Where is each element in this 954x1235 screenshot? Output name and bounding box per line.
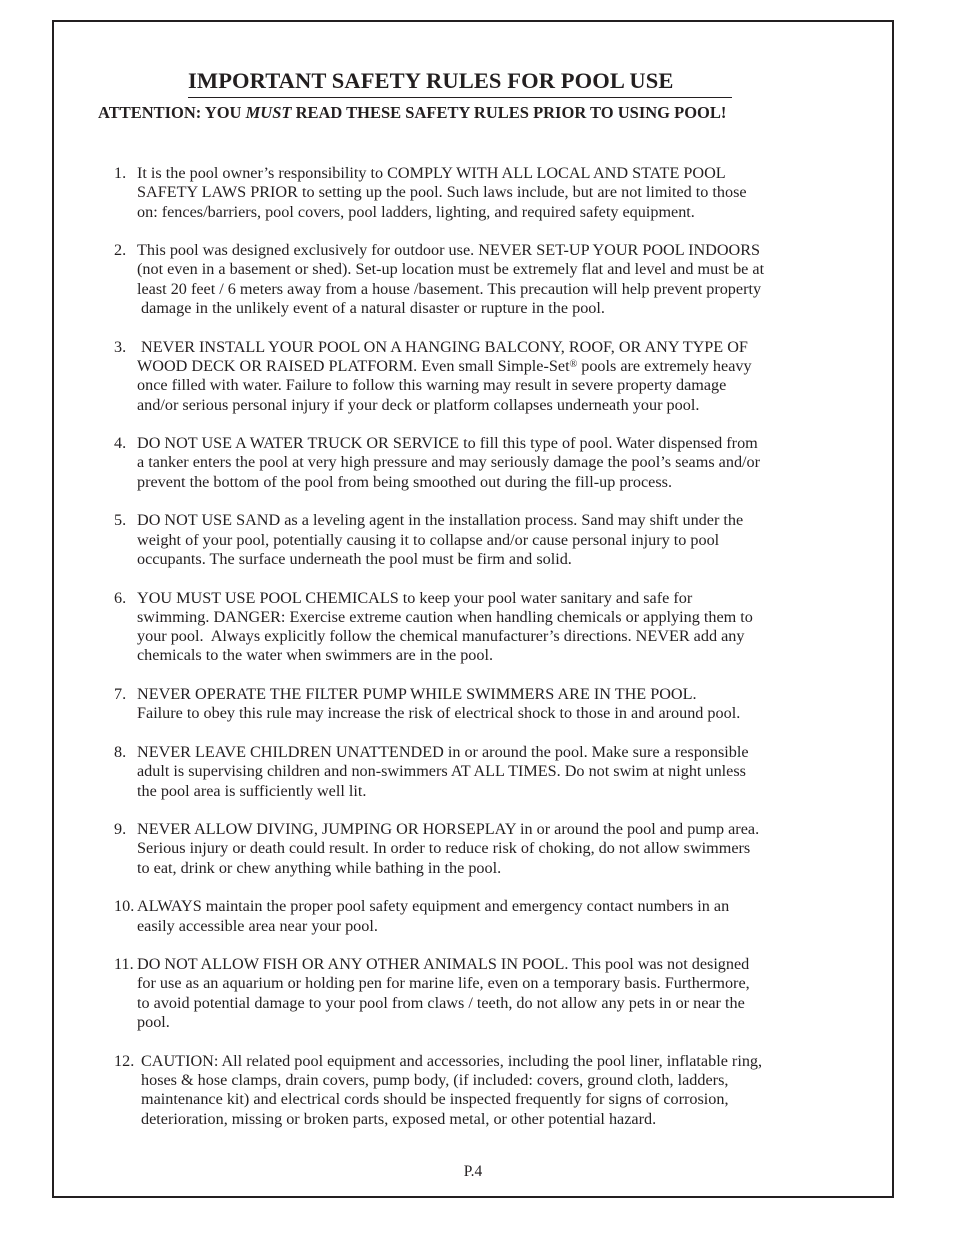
rule-number: 3. — [114, 337, 127, 356]
rule-item-12 — [114, 1052, 844, 1129]
rule-line: DO NOT USE SAND as a leveling agent in the installation process. Sand may shift under the — [137, 511, 744, 530]
rule-line: DO NOT ALLOW FISH OR ANY OTHER ANIMALS IN POOL. This pool was not designed — [137, 955, 750, 974]
rule-number: 10. — [114, 897, 135, 916]
registered-mark: ® — [569, 358, 578, 370]
rule-number: 7. — [114, 685, 127, 704]
rule-number: 2. — [114, 241, 127, 260]
rule-line: the pool area is sufficiently well lit. — [137, 781, 367, 800]
rule-line: chemicals to the water when swimmers are in the pool. — [137, 646, 494, 665]
rule-number: 12. — [114, 1051, 135, 1070]
rule-line: It is the pool owner’s responsibility to COMPLY WITH ALL LOCAL AND STATE POOL — [137, 164, 726, 182]
rule-item-6 — [114, 589, 844, 666]
rule-item-9 — [114, 820, 844, 878]
rule-line: a tanker enters the pool at very high pressure and may seriously damage the pool’s seams and/or — [137, 453, 761, 472]
safety-rules-list — [114, 164, 844, 1148]
rule-line: NEVER ALLOW DIVING, JUMPING OR HORSEPLAY in or around the pool and pump area. — [137, 820, 760, 839]
rule-number: 9. — [114, 820, 127, 839]
attention-suffix: READ THESE SAFETY RULES PRIOR TO USING POOL! — [291, 103, 727, 122]
rule-line: weight of your pool, potentially causing it to collapse and/or cause personal injury to pool — [137, 530, 720, 549]
rule-text — [137, 434, 844, 492]
rule-line-part: WOOD DECK OR RAISED PLATFORM. Even small Simple-Set — [137, 356, 570, 375]
attention-emphasis: MUST — [245, 103, 292, 122]
rule-line: to avoid potential damage to your pool from claws / teeth, do not allow any pets in or near the — [137, 993, 745, 1012]
rule-line: and/or serious personal injury if your deck or platform collapses underneath your pool. — [137, 395, 700, 414]
rule-line: hoses & hose clamps, drain covers, pump body, (if included: covers, ground cloth, ladders, — [141, 1070, 729, 1089]
rule-text — [141, 1052, 844, 1129]
rule-line: (not even in a basement or shed). Set-up location must be extremely flat and level and must be at — [137, 260, 765, 279]
attention-prefix: ATTENTION: YOU — [98, 103, 246, 122]
rule-line: for use as an aquarium or holding pen for marine life, even on a temporary basis. Furthermore, — [137, 974, 750, 993]
rule-line: SAFETY LAWS PRIOR to setting up the pool. Such laws include, but are not limited to those — [137, 183, 747, 202]
rule-item-10 — [114, 897, 844, 936]
title-underline — [188, 97, 732, 98]
rule-text — [137, 685, 844, 724]
rule-line: prevent the bottom of the pool from being smoothed out during the fill-up process. — [137, 472, 672, 491]
rule-line: to eat, drink or chew anything while bathing in the pool. — [137, 858, 502, 877]
rule-line: once filled with water. Failure to follow this warning may result in severe property damage — [137, 376, 727, 395]
page-number: P.4 — [463, 1163, 483, 1180]
rule-number: 8. — [114, 742, 127, 761]
rule-number: 6. — [114, 588, 127, 607]
rule-line: This pool was designed exclusively for outdoor use. NEVER SET-UP YOUR POOL INDOORS — [137, 241, 761, 260]
rule-item-7 — [114, 685, 844, 724]
rule-item-3 — [114, 338, 844, 415]
rule-line: NEVER OPERATE THE FILTER PUMP WHILE SWIMMERS ARE IN THE POOL. — [137, 685, 697, 704]
rule-number: 11. — [114, 955, 134, 974]
rule-line: on: fences/barriers, pool covers, pool ladders, lighting, and required safety equipment. — [137, 202, 695, 221]
rule-line: NEVER INSTALL YOUR POOL ON A HANGING BALCONY, ROOF, OR ANY TYPE OF — [137, 337, 748, 356]
rule-line: maintenance kit) and electrical cords should be inspected frequently for signs of corrosion, — [141, 1090, 729, 1109]
rule-line: deterioration, missing or broken parts, exposed metal, or other potential hazard. — [141, 1109, 657, 1128]
rule-line: least 20 feet / 6 meters away from a house /basement. This precaution will help prevent property — [137, 279, 762, 298]
rule-number: 4. — [114, 434, 127, 453]
rule-line: CAUTION: All related pool equipment and accessories, including the pool liner, inflatable ring, — [141, 1051, 763, 1070]
rule-text — [137, 955, 844, 1032]
rule-text — [137, 164, 844, 222]
rule-number: 5. — [114, 511, 127, 530]
rule-line: Failure to obey this rule may increase the risk of electrical shock to those in and around pool. — [137, 704, 741, 723]
rule-item-4 — [114, 434, 844, 492]
rule-line: Serious injury or death could result. In order to reduce risk of choking, do not allow swimmers — [137, 839, 751, 858]
rule-line-with-trademark — [137, 357, 844, 376]
rule-item-1 — [114, 164, 844, 222]
rule-item-11 — [114, 955, 844, 1032]
rule-line: swimming. DANGER: Exercise extreme caution when handling chemicals or applying them to — [137, 607, 753, 626]
rule-line: pool. — [137, 1013, 170, 1032]
rule-number: 1. — [114, 164, 127, 182]
rule-text — [137, 338, 844, 415]
rule-line: DO NOT USE A WATER TRUCK OR SERVICE to fill this type of pool. Water dispensed from — [137, 434, 758, 453]
attention-notice — [98, 101, 858, 125]
rule-text — [137, 743, 844, 801]
rule-line-part: pools are extremely heavy — [577, 356, 752, 375]
rule-text — [137, 511, 844, 569]
rule-text — [137, 589, 844, 666]
rule-line: adult is supervising children and non-swimmers AT ALL TIMES. Do not swim at night unless — [137, 762, 746, 781]
rule-item-2 — [114, 241, 844, 318]
rule-text — [137, 897, 844, 936]
rule-line: easily accessible area near your pool. — [137, 916, 378, 935]
rule-line: ALWAYS maintain the proper pool safety equipment and emergency contact numbers in an — [137, 897, 730, 916]
rule-line: YOU MUST USE POOL CHEMICALS to keep your pool water sanitary and safe for — [137, 588, 693, 607]
rule-line: NEVER LEAVE CHILDREN UNATTENDED in or around the pool. Make sure a responsible — [137, 742, 749, 761]
page-title: IMPORTANT SAFETY RULES FOR POOL USE — [188, 68, 674, 93]
rule-text — [137, 820, 844, 878]
rule-text — [137, 241, 844, 318]
rule-line: occupants. The surface underneath the pool must be firm and solid. — [137, 549, 572, 568]
rule-item-5 — [114, 511, 844, 569]
rule-item-8 — [114, 743, 844, 801]
rule-line: damage in the unlikely event of a natural disaster or rupture in the pool. — [137, 299, 605, 318]
rule-line: your pool. Always explicitly follow the chemical manufacturer’s directions. NEVER add any — [137, 627, 745, 646]
